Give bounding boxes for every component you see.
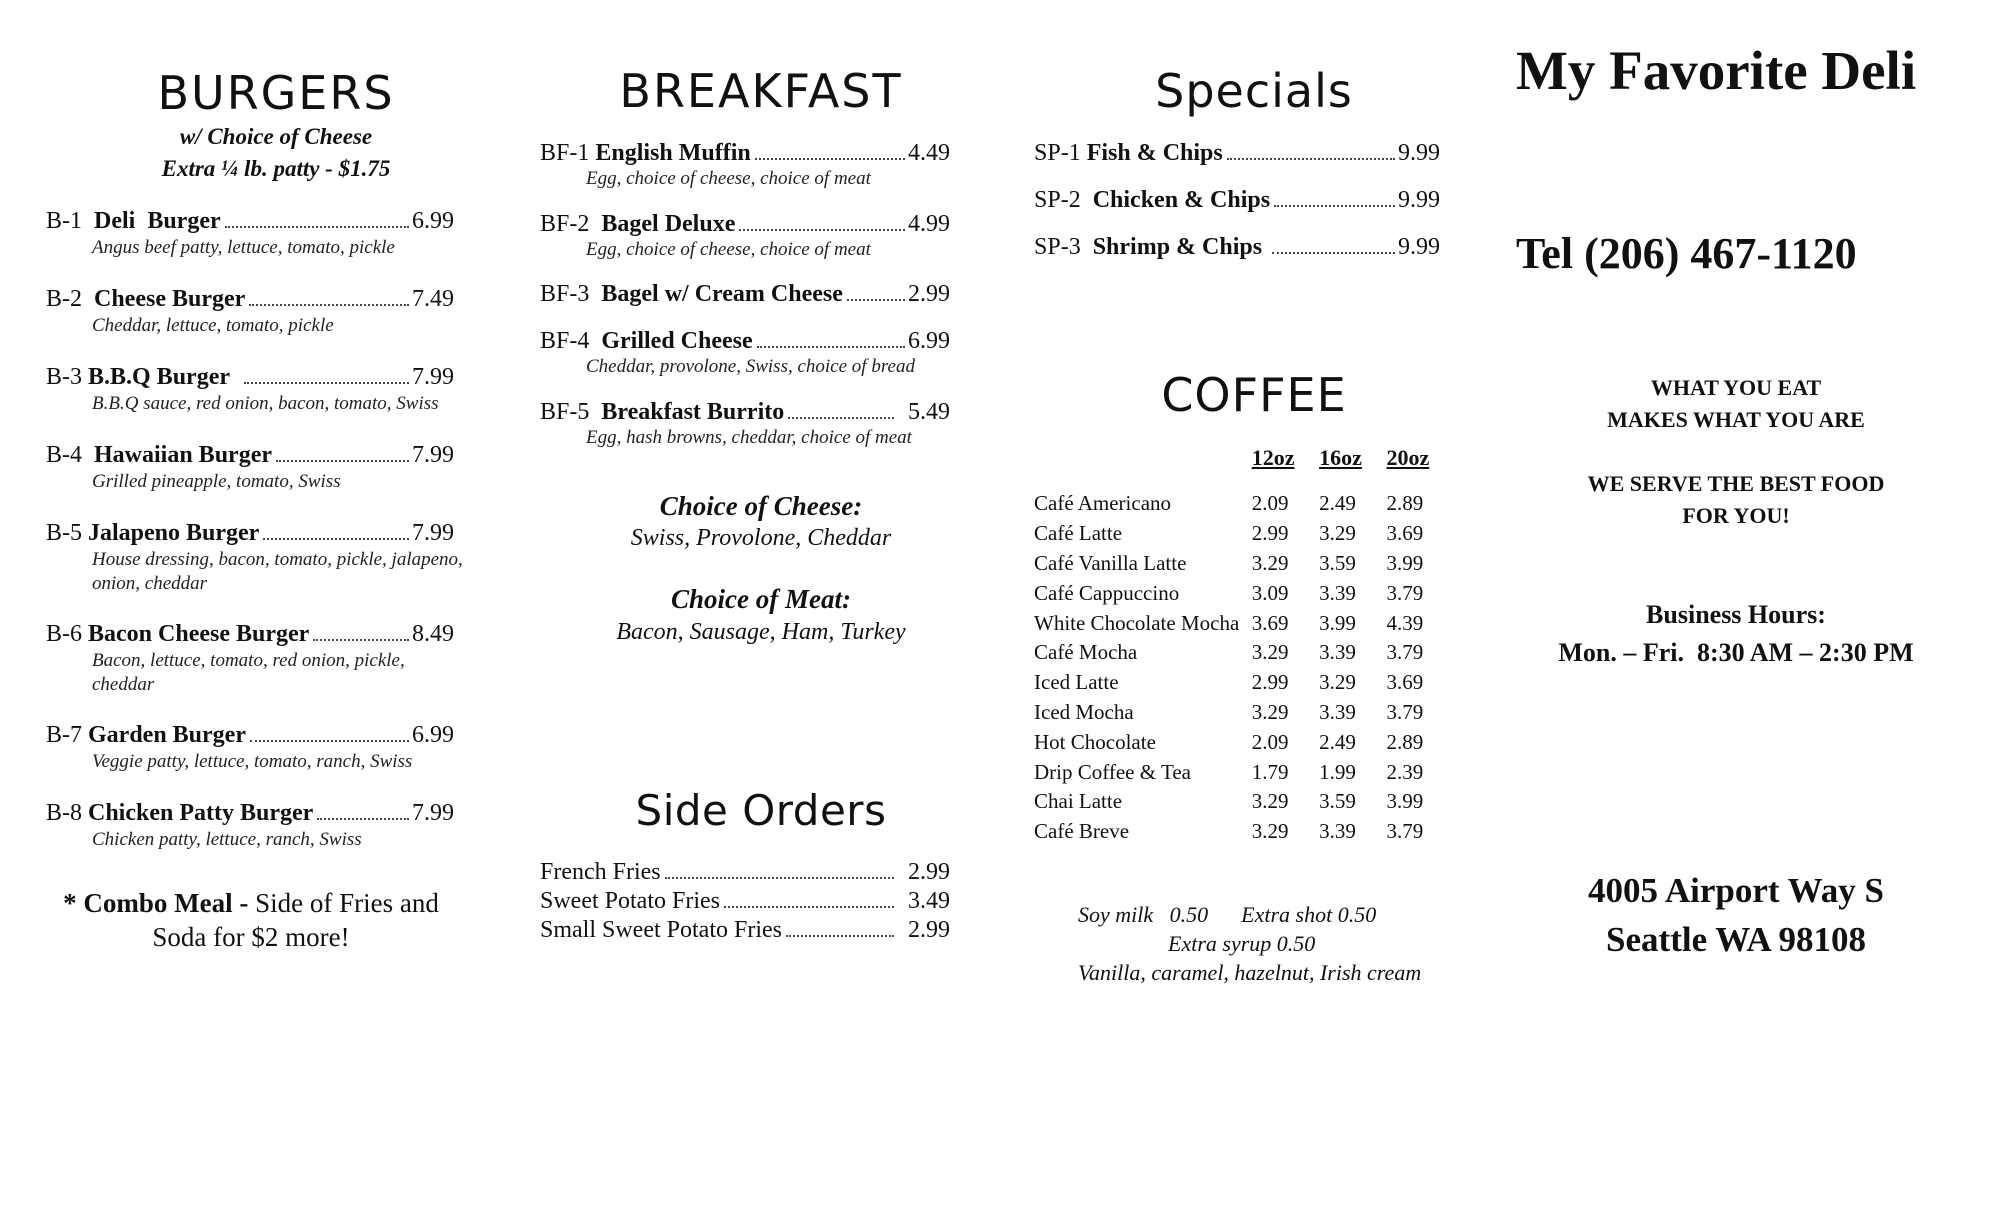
price-20oz: 3.99 [1386, 789, 1424, 814]
item-price: 6.99 [412, 207, 454, 234]
item-name: Jalapeno Burger [88, 519, 260, 546]
dot-leader [665, 877, 894, 879]
item-description: Grilled pineapple, tomato, Swiss [92, 470, 341, 492]
price-20oz: 3.69 [1386, 521, 1424, 546]
menu-item [46, 799, 454, 877]
item-code: B-6 [46, 620, 88, 647]
item-price: 6.99 [908, 327, 950, 354]
item-code: B-7 [46, 721, 88, 748]
breakfast-title: BREAKFAST [619, 64, 903, 118]
burgers-subtitle [46, 121, 506, 185]
price-16oz: 3.59 [1319, 789, 1356, 814]
price-20oz: 3.69 [1386, 670, 1424, 695]
price-16oz: 3.59 [1319, 550, 1356, 575]
burger-list [46, 207, 506, 877]
item-price: 6.99 [412, 721, 454, 748]
slogan-line-3: WE SERVE THE BEST FOOD [1587, 470, 1885, 496]
burgers-column [46, 0, 506, 954]
dot-leader [317, 818, 409, 820]
side-order-item [540, 916, 950, 945]
price-12oz: 3.29 [1251, 819, 1289, 844]
side-order-item [540, 887, 950, 916]
price-20oz: 3.79 [1386, 699, 1424, 724]
item-code: B-1 [46, 207, 88, 234]
choice-of-cheese [540, 490, 982, 554]
item-price: 8.49 [412, 620, 454, 647]
price-16oz: 3.29 [1319, 521, 1356, 546]
price-12oz: 2.99 [1251, 670, 1289, 695]
coffee-row [1034, 519, 1454, 549]
address-street: 4005 Airport Way S [1588, 871, 1884, 910]
dot-leader [1272, 252, 1395, 254]
business-hours-time: Mon. – Fri. 8:30 AM – 2:30 PM [1558, 637, 1914, 667]
menu-item [540, 210, 950, 280]
price-20oz: 4.39 [1386, 610, 1424, 635]
dot-leader [847, 299, 905, 301]
combo-meal-detail: Side of Fries and Soda for $2 more! [152, 887, 439, 952]
side-orders-list [540, 858, 950, 945]
dot-leader [244, 382, 409, 384]
coffee-name: White Chocolate Mocha [1034, 610, 1240, 635]
extras-syrup: Extra syrup 0.50 [1168, 931, 1316, 957]
item-description: Cheddar, lettuce, tomato, pickle [92, 314, 334, 336]
item-description: Veggie patty, lettuce, tomato, ranch, Swiss [92, 750, 413, 772]
item-price: 9.99 [1398, 233, 1440, 260]
coffee-size-header [1034, 445, 1454, 489]
item-code: BF-4 [540, 327, 596, 354]
side-order-item [540, 858, 950, 887]
item-name: Small Sweet Potato Fries [540, 917, 782, 943]
coffee-row [1034, 668, 1454, 698]
price-12oz: 3.29 [1251, 789, 1289, 814]
item-name: Bacon Cheese Burger [88, 620, 310, 647]
item-name: Breakfast Burrito [595, 398, 785, 425]
item-price: 9.99 [1398, 186, 1440, 213]
dot-leader [788, 417, 894, 419]
size-16oz: 16oz [1319, 445, 1362, 470]
item-description: Chicken patty, lettuce, ranch, Swiss [92, 828, 362, 850]
dot-leader [276, 460, 409, 462]
coffee-name: Drip Coffee & Tea [1034, 759, 1191, 784]
specials-title: Specials [1155, 64, 1353, 118]
item-price: 5.49 [908, 398, 950, 425]
burgers-title: BURGERS [157, 66, 395, 120]
price-16oz: 3.39 [1319, 640, 1356, 665]
item-price: 7.99 [412, 519, 454, 546]
item-code: B-2 [46, 285, 88, 312]
price-12oz: 1.79 [1251, 759, 1289, 784]
burgers-subtitle-patty: Extra ¼ lb. patty - $1.75 [161, 155, 391, 181]
price-20oz: 3.99 [1386, 550, 1424, 575]
choice-of-cheese-list: Swiss, Provolone, Cheddar [630, 525, 892, 552]
item-description: House dressing, bacon, tomato, pickle, jalapeno, onion, cheddar [92, 548, 463, 595]
item-name: Grilled Cheese [595, 327, 753, 354]
coffee-name: Hot Chocolate [1034, 729, 1156, 754]
menu-item [46, 441, 454, 519]
item-name: Garden Burger [88, 721, 246, 748]
menu-item [46, 620, 454, 721]
item-price: 2.99 [908, 859, 950, 885]
price-20oz: 2.39 [1386, 759, 1424, 784]
item-description: Angus beef patty, lettuce, tomato, pickle [92, 236, 395, 258]
dot-leader [755, 158, 905, 160]
price-12oz: 3.29 [1251, 640, 1289, 665]
item-name: Fish & Chips [1086, 139, 1223, 166]
extras-milk-shot: Soy milk 0.50 Extra shot 0.50 [1078, 902, 1377, 927]
item-name: Chicken Patty Burger [88, 799, 314, 826]
menu-item [540, 398, 950, 468]
special-item [1034, 139, 1440, 186]
address [1516, 866, 1956, 964]
price-16oz: 3.29 [1319, 670, 1356, 695]
coffee-row [1034, 698, 1454, 728]
coffee-row [1034, 549, 1454, 579]
breakfast-list [540, 139, 950, 468]
dot-leader [739, 229, 905, 231]
item-code: SP-2 [1034, 186, 1087, 213]
menu-item [46, 519, 463, 620]
slogan-line-1: WHAT YOU EAT [1650, 375, 1822, 400]
item-price: 2.99 [908, 280, 950, 307]
item-code: B-4 [46, 441, 88, 468]
dot-leader [249, 304, 409, 306]
item-description: Egg, hash browns, cheddar, choice of meat [586, 427, 912, 449]
price-12oz: 2.09 [1251, 729, 1289, 754]
price-20oz: 2.89 [1386, 729, 1424, 754]
choice-of-meat [540, 583, 982, 647]
item-code: SP-3 [1034, 233, 1087, 260]
choice-of-meat-title: Choice of Meat: [671, 584, 851, 615]
item-code: B-5 [46, 519, 88, 546]
item-name: English Muffin [595, 139, 751, 166]
coffee-row [1034, 787, 1454, 817]
item-price: 9.99 [1398, 139, 1440, 166]
item-name: Chicken & Chips [1086, 186, 1271, 213]
menu-item [46, 721, 454, 799]
choice-of-cheese-title: Choice of Cheese: [659, 490, 863, 521]
coffee-row [1034, 608, 1454, 638]
address-city: Seattle WA 98108 [1606, 920, 1866, 959]
price-16oz: 3.99 [1319, 610, 1356, 635]
dot-leader [757, 346, 905, 348]
item-description: Egg, choice of cheese, choice of meat [586, 239, 871, 261]
price-16oz: 3.39 [1319, 819, 1356, 844]
business-hours [1516, 596, 1956, 671]
coffee-title: COFFEE [1161, 368, 1347, 422]
item-price: 4.49 [908, 139, 950, 166]
price-20oz: 3.79 [1386, 580, 1424, 605]
item-price: 3.49 [908, 888, 950, 914]
coffee-name: Café Breve [1034, 819, 1130, 844]
specials-list [1034, 139, 1440, 280]
special-item [1034, 186, 1440, 233]
item-name: Hawaiian Burger [88, 441, 272, 468]
item-code: BF-1 [540, 139, 596, 166]
size-20oz: 20oz [1386, 445, 1430, 470]
size-12oz: 12oz [1251, 445, 1295, 470]
price-12oz: 2.99 [1251, 521, 1289, 546]
item-code: BF-5 [540, 398, 596, 425]
combo-meal-label: * Combo Meal - [63, 887, 256, 918]
choice-of-meat-list: Bacon, Sausage, Ham, Turkey [616, 619, 906, 646]
item-name: Shrimp & Chips [1086, 233, 1263, 260]
coffee-row [1034, 578, 1454, 608]
phone-number: Tel (206) 467-1120 [1516, 229, 1857, 278]
price-12oz: 2.09 [1251, 491, 1289, 516]
dot-leader [313, 639, 409, 641]
item-description: B.B.Q sauce, red onion, bacon, tomato, Swiss [92, 392, 439, 414]
item-description: Bacon, lettuce, tomato, red onion, pickle, cheddar [92, 649, 405, 696]
coffee-name: Iced Mocha [1034, 699, 1134, 724]
coffee-name: Chai Latte [1034, 789, 1123, 814]
dot-leader [724, 906, 894, 908]
menu-item [46, 207, 454, 285]
dot-leader [1274, 205, 1395, 207]
coffee-price-table [1034, 445, 1454, 847]
item-name: Bagel Deluxe [595, 210, 736, 237]
price-20oz: 3.79 [1386, 819, 1424, 844]
item-code: BF-3 [540, 280, 596, 307]
menu-item [540, 280, 950, 327]
item-price: 7.99 [412, 363, 454, 390]
coffee-name: Café Mocha [1034, 640, 1138, 665]
item-name: B.B.Q Burger [88, 363, 230, 390]
slogan-line-4: FOR YOU! [1682, 502, 1790, 528]
price-16oz: 2.49 [1319, 729, 1356, 754]
coffee-row [1034, 638, 1454, 668]
price-12oz: 3.09 [1251, 580, 1289, 605]
price-12oz: 3.69 [1251, 610, 1289, 635]
side-orders-title: Side Orders [635, 786, 887, 835]
price-20oz: 2.89 [1386, 491, 1424, 516]
dot-leader [225, 226, 409, 228]
price-16oz: 1.99 [1319, 759, 1356, 784]
slogan [1516, 372, 1956, 532]
breakfast-column [540, 0, 950, 943]
item-description: Cheddar, provolone, Swiss, choice of bread [586, 356, 915, 378]
dot-leader [786, 935, 894, 937]
item-name: Cheese Burger [88, 285, 246, 312]
menu-item [46, 285, 454, 363]
item-name: French Fries [540, 859, 661, 885]
price-20oz: 3.79 [1386, 640, 1424, 665]
item-name: Sweet Potato Fries [540, 888, 720, 914]
item-name: Bagel w/ Cream Cheese [595, 280, 843, 307]
specials-coffee-column [1034, 0, 1454, 986]
dot-leader [263, 538, 409, 540]
coffee-name: Café Vanilla Latte [1034, 550, 1187, 575]
item-code: BF-2 [540, 210, 596, 237]
item-code: B-3 [46, 363, 88, 390]
menu-item [46, 363, 454, 441]
coffee-name: Iced Latte [1034, 670, 1119, 695]
coffee-name: Café Latte [1034, 521, 1123, 546]
price-16oz: 3.39 [1319, 580, 1356, 605]
dot-leader [250, 740, 409, 742]
item-price: 7.99 [412, 441, 454, 468]
menu-item [540, 327, 950, 398]
menu-item [540, 139, 950, 210]
price-16oz: 2.49 [1319, 491, 1356, 516]
slogan-line-2: MAKES WHAT YOU ARE [1607, 406, 1865, 432]
combo-meal-note [46, 887, 456, 955]
coffee-extras [1078, 900, 1498, 987]
coffee-row [1034, 817, 1454, 847]
special-item [1034, 233, 1440, 280]
item-price: 2.99 [908, 917, 950, 943]
coffee-name: Café Americano [1034, 491, 1172, 516]
coffee-row [1034, 489, 1454, 519]
coffee-row [1034, 757, 1454, 787]
item-price: 7.99 [412, 799, 454, 826]
coffee-row [1034, 727, 1454, 757]
price-16oz: 3.39 [1319, 699, 1356, 724]
item-price: 4.99 [908, 210, 950, 237]
item-code: B-8 [46, 799, 88, 826]
item-name: Deli Burger [88, 207, 221, 234]
item-price: 7.49 [412, 285, 454, 312]
business-hours-title: Business Hours: [1646, 600, 1826, 629]
deli-name: My Favorite Deli [1516, 40, 1917, 101]
price-12oz: 3.29 [1251, 550, 1289, 575]
deli-info-column [1516, 0, 1986, 959]
item-description: Egg, choice of cheese, choice of meat [586, 168, 871, 190]
dot-leader [1227, 158, 1395, 160]
item-code: SP-1 [1034, 139, 1087, 166]
burgers-subtitle-cheese: w/ Choice of Cheese [179, 123, 373, 149]
coffee-name: Café Cappuccino [1034, 580, 1180, 605]
price-12oz: 3.29 [1251, 699, 1289, 724]
extras-flavors: Vanilla, caramel, hazelnut, Irish cream [1078, 960, 1422, 986]
